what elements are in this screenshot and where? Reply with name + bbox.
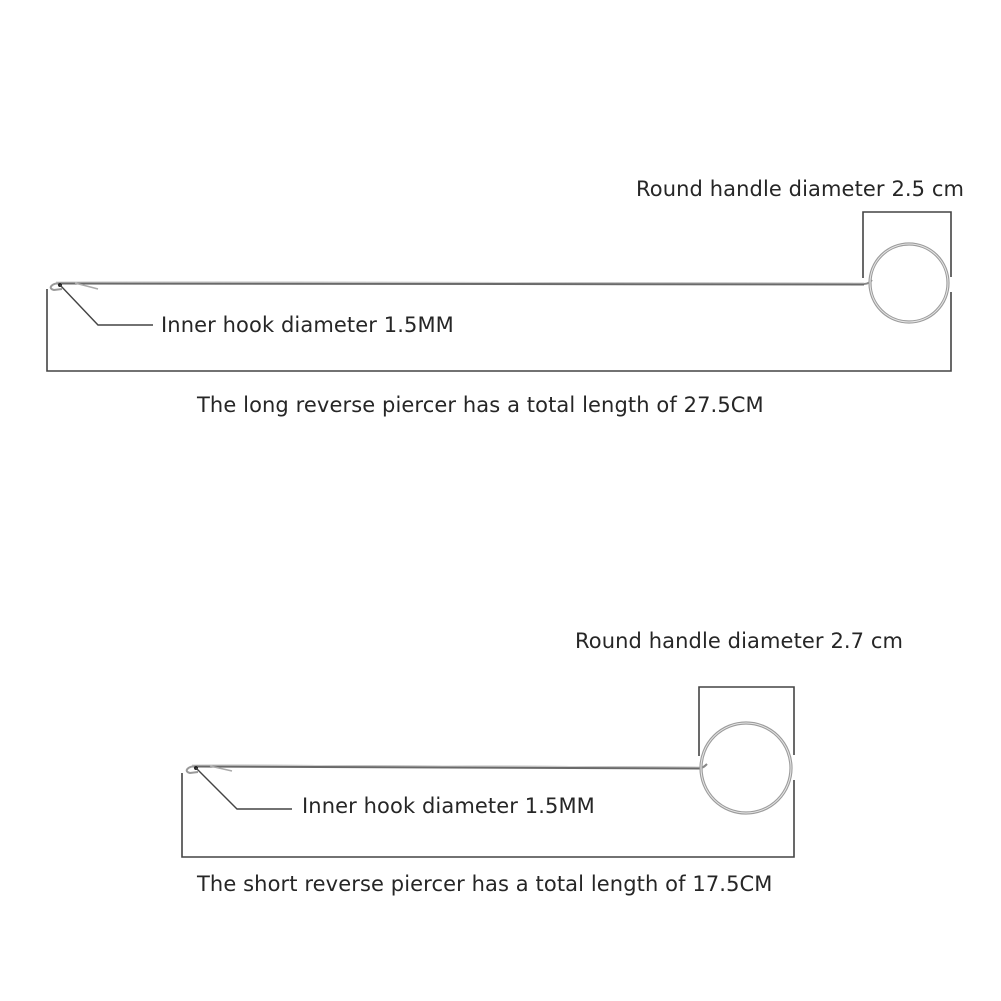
long-hook-leader xyxy=(60,285,153,325)
long-handle-diameter-label: Round handle diameter 2.5 cm xyxy=(636,177,965,201)
short-total-length-label: The short reverse piercer has a total length of 17.5CM xyxy=(197,872,773,896)
long-total-length-label: The long reverse piercer has a total length of 27.5CM xyxy=(197,393,764,417)
short-hook-leader xyxy=(196,768,292,809)
long-piercer-illustration xyxy=(47,212,951,371)
short-hook-diameter-label: Inner hook diameter 1.5MM xyxy=(302,794,595,818)
long-hook-diameter-label: Inner hook diameter 1.5MM xyxy=(161,313,454,337)
short-piercer-illustration xyxy=(182,687,794,857)
short-handle-diameter-label: Round handle diameter 2.7 cm xyxy=(575,629,904,653)
